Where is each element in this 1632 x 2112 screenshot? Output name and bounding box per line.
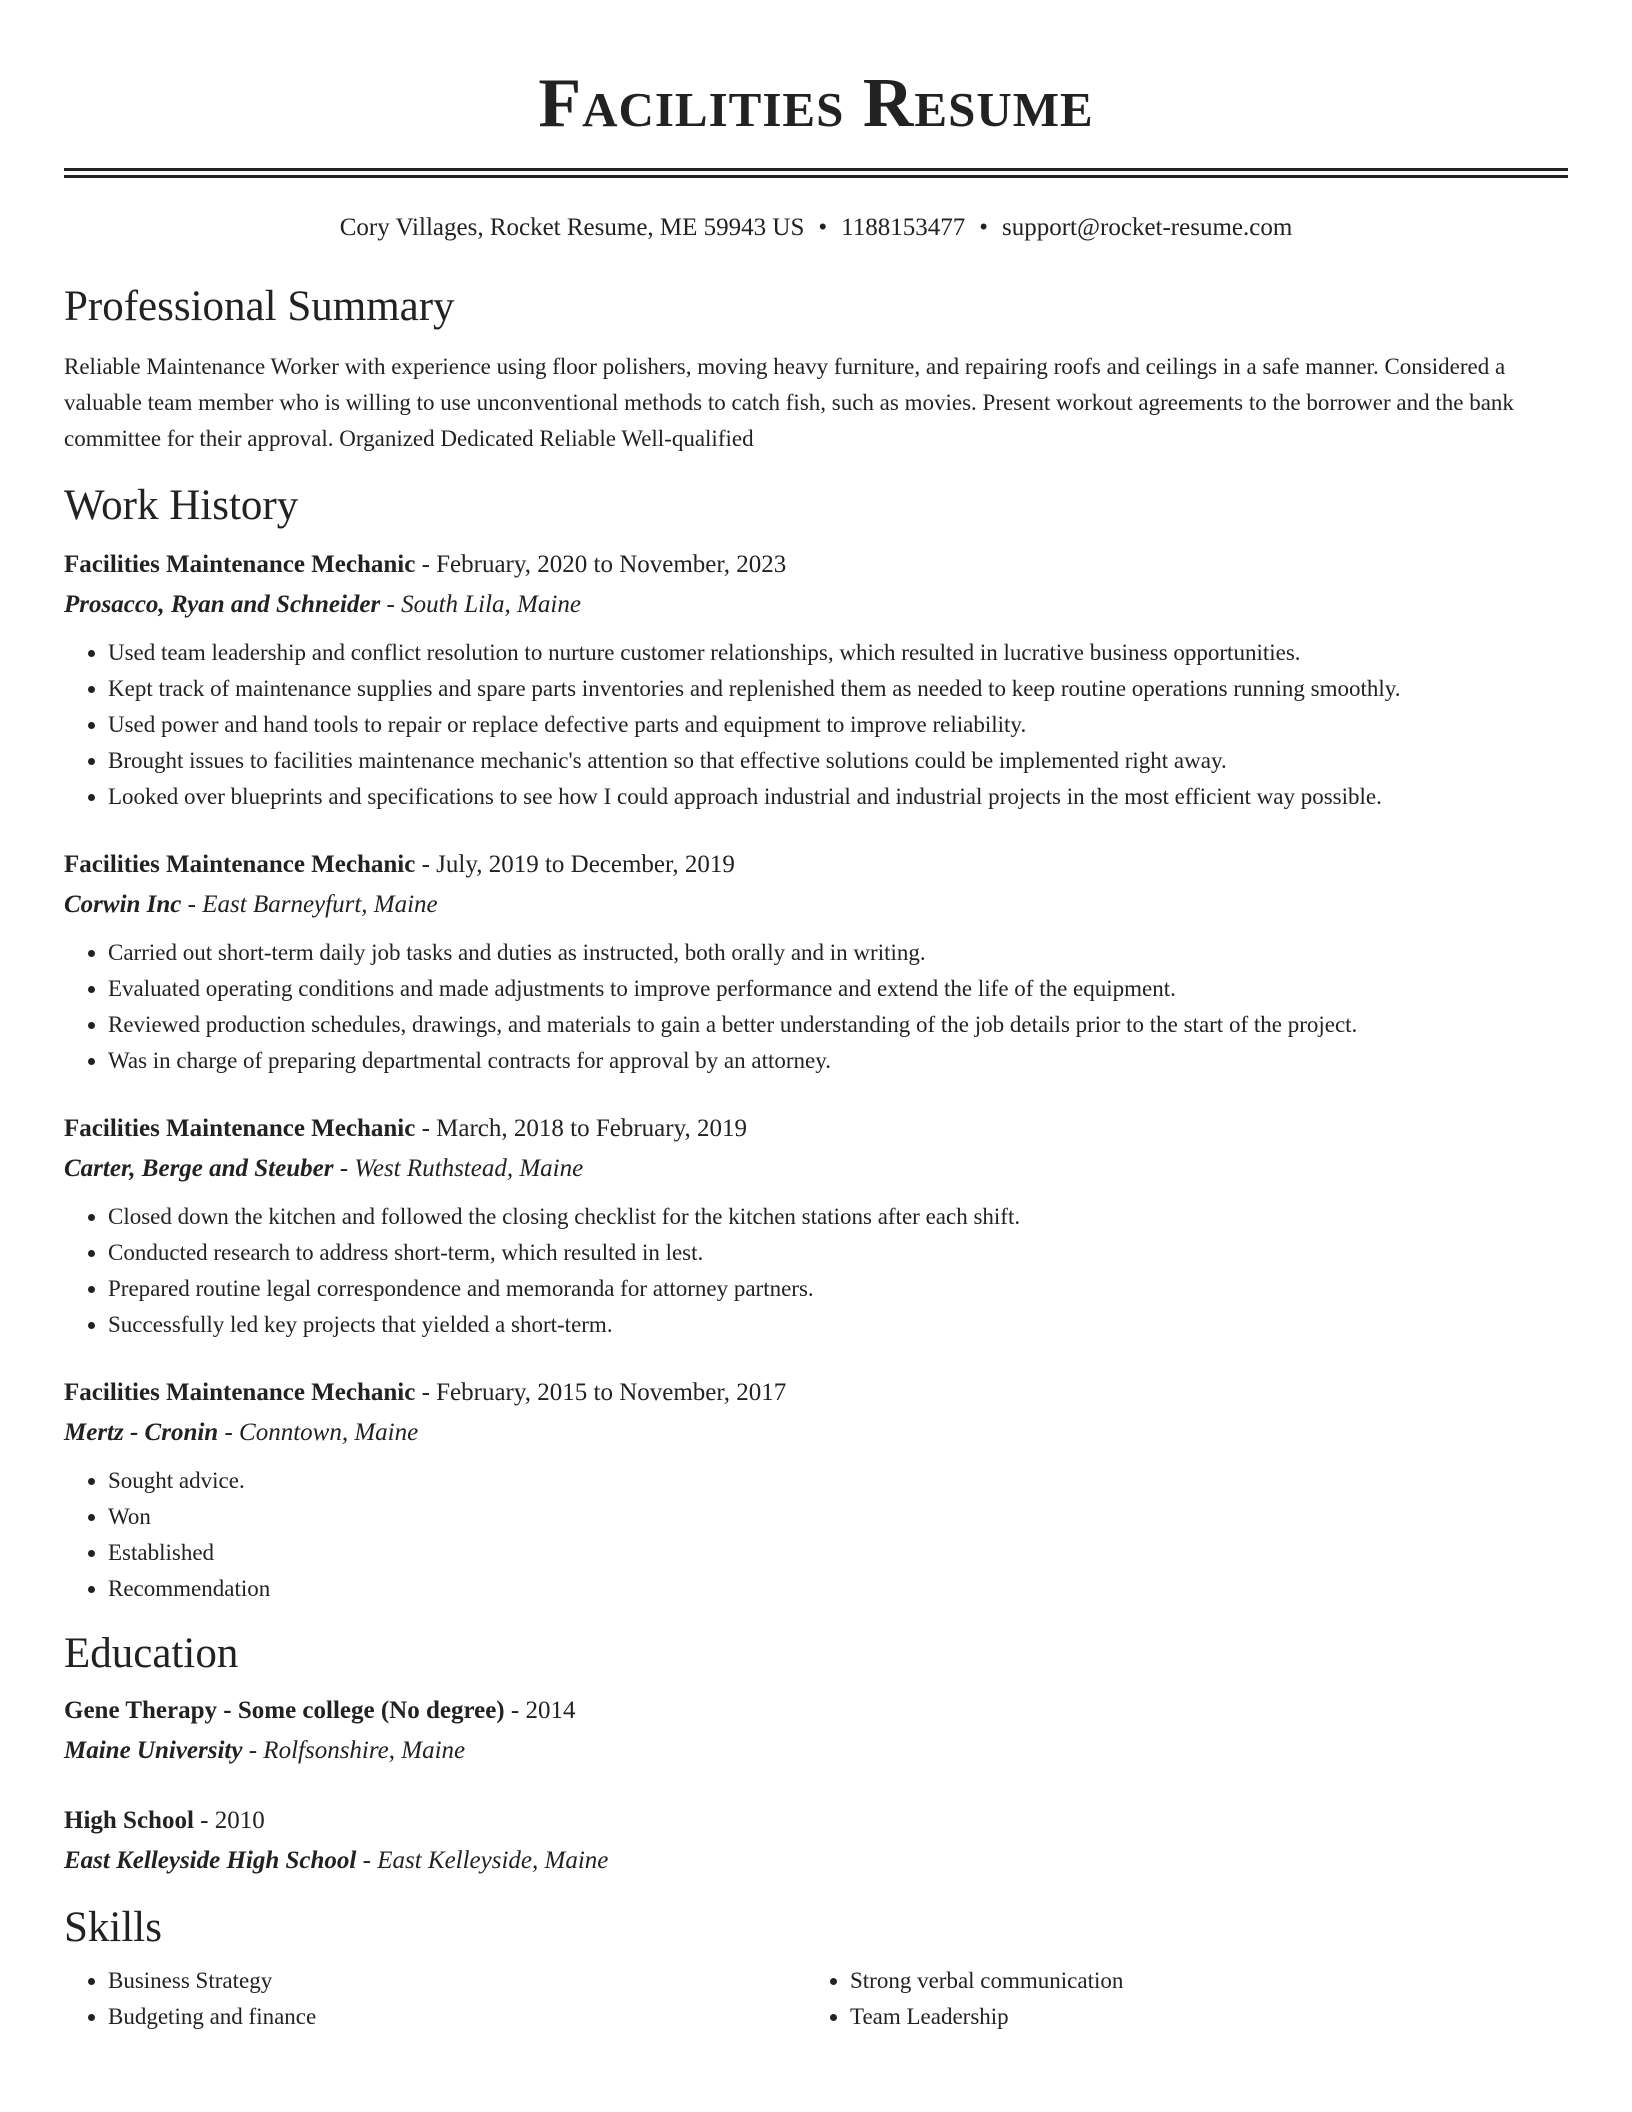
job-title: Facilities Maintenance Mechanic [64,1379,416,1406]
job-duties-list [64,635,1568,815]
school-location: Rolfsonshire, Maine [263,1737,466,1764]
job-title: Facilities Maintenance Mechanic [64,1115,416,1142]
job-duty: • Prepared routine legal correspondence and memoranda for attorney partners. [108,1271,1568,1307]
job-duties-list [64,1199,1568,1343]
job-title: Facilities Maintenance Mechanic [64,551,416,578]
school-dash: - [242,1737,264,1764]
title-double-rule [64,168,1568,178]
company-location: East Barneyfurt, Maine [202,891,438,918]
job-dates: July, 2019 to December, 2019 [436,851,735,878]
company-dash: - [333,1155,355,1182]
job-dates: March, 2018 to February, 2019 [436,1115,747,1142]
education-entry [64,1691,1568,1771]
job-title-line [64,845,1568,885]
job-entry [64,1373,1568,1607]
job-title-line [64,545,1568,585]
document-title: Facilities Resume [538,65,1094,142]
job-duty: • Was in charge of preparing departmental contracts for approval by an attorney. [108,1043,1568,1079]
degree-name: Gene Therapy - Some college (No degree) [64,1697,505,1724]
job-entry [64,545,1568,815]
job-duty: • Recommendation [108,1571,1568,1607]
job-dash: - [415,551,437,578]
company-dash: - [181,891,203,918]
company-name: Prosacco, Ryan and Schneider [64,591,381,618]
contact-address: Cory Villages, Rocket Resume, ME 59943 US [339,214,805,241]
degree-name: High School [64,1807,194,1834]
contact-separator: • [818,214,828,241]
school-location: East Kelleyside, Maine [377,1847,609,1874]
skills-column-left [64,1963,806,2035]
summary-heading: Professional Summary [64,283,455,330]
degree-year: 2014 [525,1697,576,1724]
degree-line [64,1801,1568,1841]
contact-phone: 1188153477 [841,214,966,241]
job-duty: • Kept track of maintenance supplies and spare parts inventories and replenished them as needed to keep routine operations running smoothly. [108,671,1568,707]
school-line [64,1731,1568,1771]
company-line [64,1413,1568,1453]
degree-dash: - [504,1697,526,1724]
company-name: Mertz - Cronin [64,1419,219,1446]
skill-item: • Strong verbal communication [850,1963,1548,1999]
job-title: Facilities Maintenance Mechanic [64,851,416,878]
company-name: Carter, Berge and Steuber [64,1155,334,1182]
job-duty: • Looked over blueprints and specifications to see how I could approach industrial and industrial projects in the most efficient way possible. [108,779,1568,815]
contact-email: support@rocket-resume.com [1002,214,1293,241]
company-line [64,1149,1568,1189]
skill-item: • Team Leadership [850,1999,1548,2035]
job-duties-list [64,935,1568,1079]
job-dash: - [415,1115,437,1142]
job-duty: • Used team leadership and conflict resolution to nurture customer relationships, which resulted in lucrative business opportunities. [108,635,1568,671]
company-line [64,585,1568,625]
job-duties-list [64,1463,1568,1607]
job-duty: • Sought advice. [108,1463,1568,1499]
job-duty: • Successfully led key projects that yielded a short-term. [108,1307,1568,1343]
summary-text: Reliable Maintenance Worker with experience using floor polishers, moving heavy furniture, and repairing roofs and ceilings in a safe manner. Considered a valuable team member who is willing to use unconventional methods to catch fish, such as movies. Present workout agreements to the borrower and the bank committee for their approval. Organized Dedicated Reliable Well-qualified [64,354,1514,451]
degree-dash: - [193,1807,215,1834]
job-duty: • Evaluated operating conditions and made adjustments to improve performance and extend the life of the equipment. [108,971,1568,1007]
company-name: Corwin Inc [64,891,182,918]
job-duty: • Used power and hand tools to repair or replace defective parts and equipment to improve reliability. [108,707,1568,743]
job-dash: - [415,1379,437,1406]
company-location: South Lila, Maine [401,591,581,618]
work-history-heading: Work History [64,482,299,529]
job-entry [64,845,1568,1079]
company-line [64,885,1568,925]
job-dates: February, 2015 to November, 2017 [436,1379,787,1406]
job-duty: • Conducted research to address short-term, which resulted in lest. [108,1235,1568,1271]
job-entry [64,1109,1568,1343]
job-dates: February, 2020 to November, 2023 [436,551,787,578]
job-duty: • Reviewed production schedules, drawings, and materials to gain a better understanding of the job details prior to the start of the project. [108,1007,1568,1043]
school-name: East Kelleyside High School [64,1847,357,1874]
job-duty: • Carried out short-term daily job tasks and duties as instructed, both orally and in writing. [108,935,1568,971]
company-location: West Ruthstead, Maine [354,1155,584,1182]
school-dash: - [356,1847,378,1874]
contact-separator: • [979,214,988,241]
job-duty: • Brought issues to facilities maintenance mechanic's attention so that effective solutions could be implemented right away. [108,743,1568,779]
resume-page [64,0,1568,2035]
company-dash: - [218,1419,240,1446]
skills-column-right [806,1963,1548,2035]
job-dash: - [415,851,437,878]
education-entry [64,1801,1568,1881]
degree-line [64,1691,1568,1731]
skill-item: • Business Strategy [108,1963,806,1999]
job-duty: • Closed down the kitchen and followed the closing checklist for the kitchen stations after each shift. [108,1199,1568,1235]
job-duty: • Established [108,1535,1568,1571]
school-name: Maine University [64,1737,243,1764]
company-dash: - [380,591,402,618]
skill-item: • Budgeting and finance [108,1999,806,2035]
skills-heading: Skills [64,1904,162,1951]
school-line [64,1841,1568,1881]
skills-grid [64,1963,1568,2035]
job-duty: • Won [108,1499,1568,1535]
job-title-line [64,1109,1568,1149]
education-heading: Education [64,1630,239,1677]
degree-year: 2010 [214,1807,265,1834]
job-title-line [64,1373,1568,1413]
contact-line [64,212,1568,244]
company-location: Conntown, Maine [239,1419,419,1446]
